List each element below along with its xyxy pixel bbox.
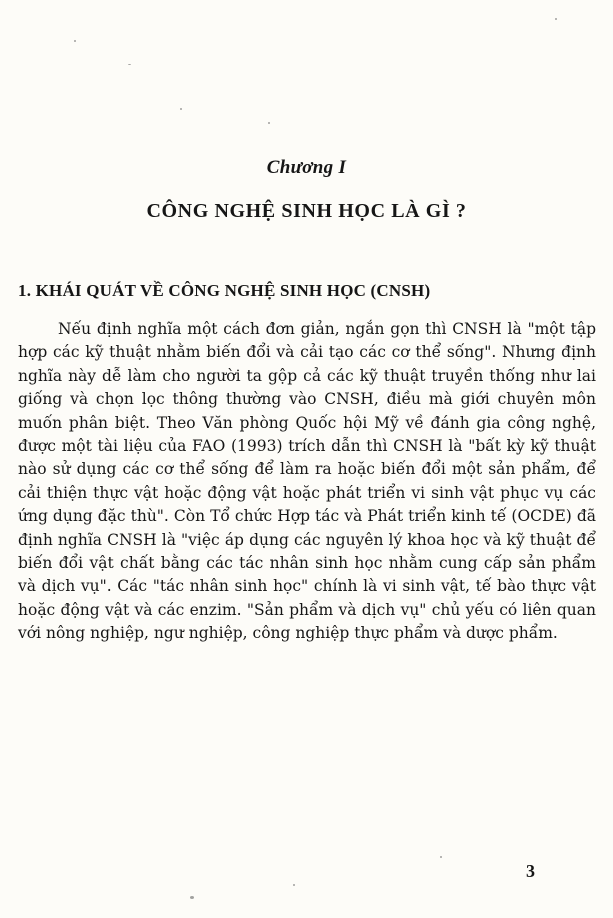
section-heading: 1. KHÁI QUÁT VỀ CÔNG NGHỆ SINH HỌC (CNSH) <box>18 281 431 300</box>
body-paragraph: Nếu định nghĩa một cách đơn giản, ngắn gọn thì CNSH là "một tập hợp các kỹ thuật nhằm biến đổi và cải tạo các cơ thể sống". Nhưng định nghĩa này dễ làm cho người ta gộp cả các kỹ thuật truyền thống như lai giống và chọn lọc thông thường vào CNSH, điều mà giới chuyên môn muốn phân biệt. Theo Văn phòng Quốc hội Mỹ về đánh gia công nghệ, được một tài liệu của FAO (1993) trích dẫn thì CNSH là "bất kỳ kỹ thuật nào sử dụng các cơ thể sống để làm ra hoặc biến đổi một sản phẩm, để cải thiện thực vật hoặc động vật hoặc phát triển vi sinh vật phục vụ các ứng dụng đặc thù". Còn Tổ chức Hợp tác và Phát triển kinh tế (OCDE) đã định nghĩa CNSH là "việc áp dụng các nguyên lý khoa học và kỹ thuật để biến đổi vật chất bằng các tác nhân sinh học nhằm cung cấp sản phẩm và dịch vụ". Các "tác nhân sinh học" chính là vi sinh vật, tế bào thực vật hoặc động vật và các enzim. "Sản phẩm và dịch vụ" chủ yếu có liên quan với nông nghiệp, ngư nghiệp, công nghiệp thực phẩm và dược phẩm. <box>18 320 596 643</box>
scan-speck <box>128 64 131 65</box>
scan-speck <box>555 18 557 20</box>
chapter-label: Chương I <box>266 157 347 178</box>
scan-speck <box>74 40 76 42</box>
scan-speck <box>180 108 182 110</box>
scan-speck <box>268 122 270 124</box>
scan-speck <box>293 884 295 886</box>
page-number: 3 <box>526 861 535 881</box>
scan-speck <box>440 856 442 858</box>
chapter-title: CÔNG NGHỆ SINH HỌC LÀ GÌ ? <box>146 200 467 222</box>
scan-speck <box>190 896 194 899</box>
